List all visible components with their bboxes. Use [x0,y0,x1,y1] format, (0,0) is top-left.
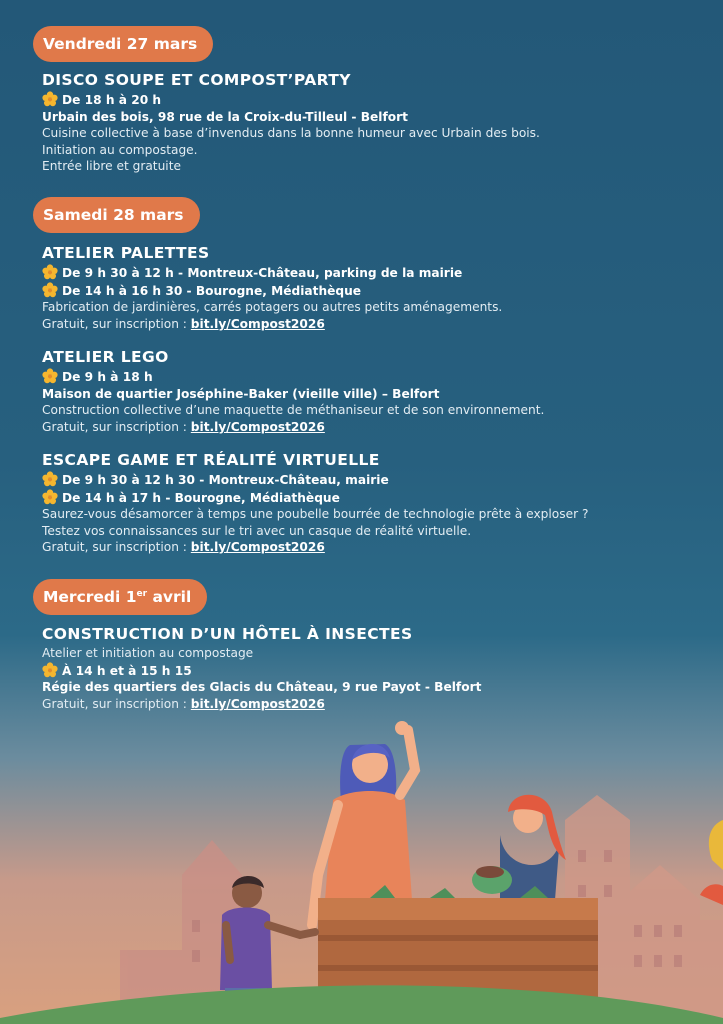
woman-figure [312,721,415,925]
event-time: De 18 h à 20 h [42,91,702,109]
event-atelier-lego [42,348,702,435]
signup-link[interactable]: bit.ly/Compost2026 [190,316,325,331]
day-badge-wednesday: Mercredi 1er avril [33,579,207,615]
event-signup: Gratuit, sur inscription : bit.ly/Compost2026 [42,419,325,434]
event-description: Fabrication de jardinières, carrés potagers ou autres petits aménagements. [42,300,503,315]
event-title: CONSTRUCTION D’UN HÔTEL À INSECTES [42,625,413,643]
event-description: Initiation au compostage. [42,142,198,157]
event-disco-soupe [42,71,702,175]
flower-icon [42,662,58,678]
composting-illustration [0,700,723,1024]
event-description: Construction collective d’une maquette de méthaniseur et de son environnement. [42,403,545,418]
flower-icon [42,264,58,280]
event-time: De 9 h à 18 h [42,368,702,386]
signup-link[interactable]: bit.ly/Compost2026 [190,419,325,434]
event-time: De 9 h 30 à 12 h - Montreux-Château, parking de la mairie [42,264,702,282]
event-signup: Gratuit, sur inscription : bit.ly/Compost2026 [42,316,325,331]
event-place: Régie des quartiers des Glacis du Château, 9 rue Payot - Belfort [42,680,482,695]
event-time: De 9 h 30 à 12 h 30 - Montreux-Château, mairie [42,471,702,489]
event-description: Atelier et initiation au compostage [42,646,254,660]
day-badge-friday: Vendredi 27 mars [33,26,213,62]
event-place: Maison de quartier Joséphine-Baker (vieille ville) – Belfort [42,386,440,401]
event-description: Entrée libre et gratuite [42,159,181,174]
flower-icon [42,471,58,487]
event-title: DISCO SOUPE ET COMPOST’PARTY [42,71,351,89]
event-signup: Gratuit, sur inscription : bit.ly/Compost2026 [42,540,325,555]
event-title: ATELIER LEGO [42,348,169,366]
event-time: De 14 h à 17 h - Bourogne, Médiathèque [42,489,702,507]
event-description: Cuisine collective à base d’invendus dans la bonne humeur avec Urbain des bois. [42,126,540,141]
event-atelier-palettes [42,244,702,332]
event-time: À 14 h et à 15 h 15 [42,662,702,680]
plant-decoration [700,820,723,905]
day-badge-saturday: Samedi 28 mars [33,197,200,233]
flower-icon [42,368,58,384]
event-title: ESCAPE GAME ET RÉALITÉ VIRTUELLE [42,451,380,469]
flower-icon [42,91,58,107]
signup-link[interactable]: bit.ly/Compost2026 [190,696,325,711]
flower-icon [42,489,58,505]
event-place: Urbain des bois, 98 rue de la Croix-du-Tilleul - Belfort [42,109,408,124]
event-signup: Gratuit, sur inscription : bit.ly/Compost2026 [42,696,325,711]
event-description: Saurez-vous désamorcer à temps une poubelle bourrée de technologie prête à exploser ? [42,507,589,522]
event-title: ATELIER PALETTES [42,244,210,262]
event-escape-game [42,451,702,556]
signup-link[interactable]: bit.ly/Compost2026 [190,540,325,555]
event-time: De 14 h à 16 h 30 - Bourogne, Médiathèque [42,282,702,300]
flower-icon [42,282,58,298]
girl-figure [472,795,566,900]
event-description: Testez vos connaissances sur le tri avec un casque de réalité virtuelle. [42,523,472,538]
